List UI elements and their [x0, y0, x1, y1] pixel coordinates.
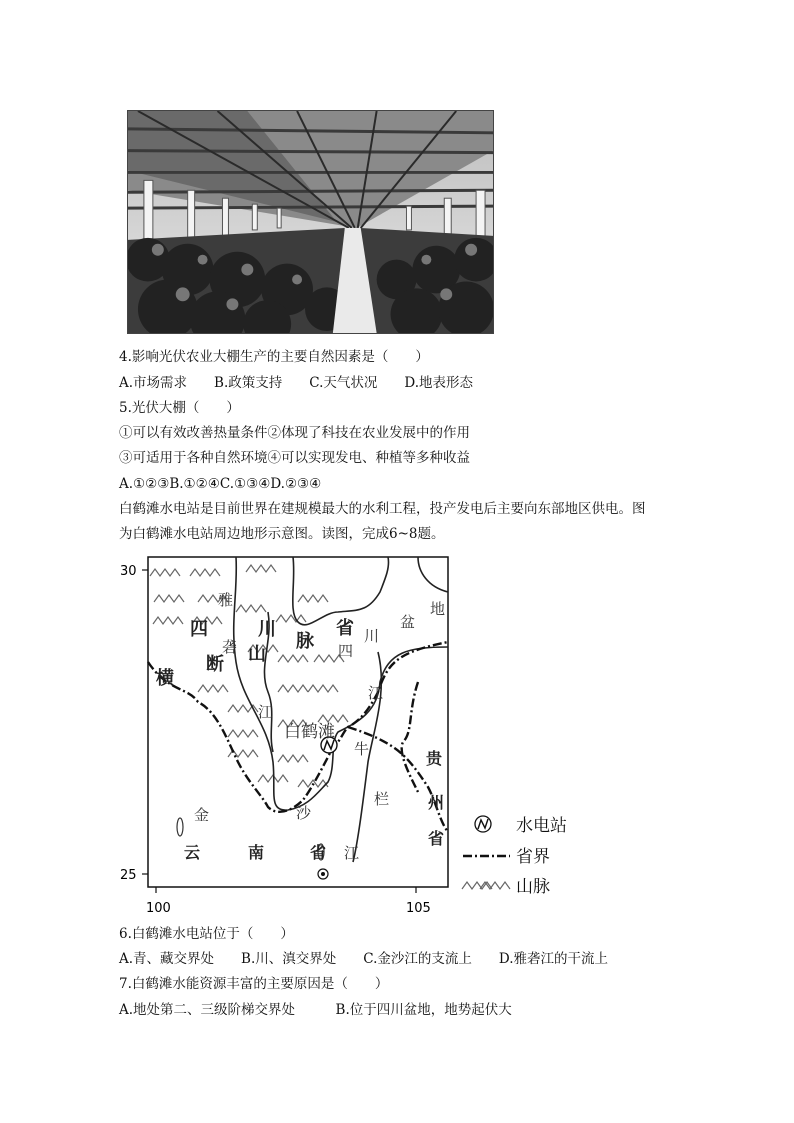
question-6-options: A.青、藏交界处 B.川、滇交界处 C.金沙江的支流上 D.雅砻江的干流上: [119, 951, 609, 967]
label-pen: 盆: [400, 613, 416, 631]
greenhouse-photo: [127, 110, 494, 334]
lon-label-100: 100: [146, 901, 171, 916]
label-yun: 云: [184, 843, 201, 862]
label-sheng-sc: 省: [336, 618, 354, 639]
label-nan: 南: [248, 843, 265, 862]
question-5-statement-2: ③可适用于各种自然环境④可以实现发电、种植等多种收益: [119, 450, 470, 466]
legend-station-icon: [475, 816, 491, 832]
lake-symbol: [177, 818, 183, 836]
label-sha: 沙: [296, 804, 312, 822]
intro-line-1: 白鹤滩水电站是目前世界在建规模最大的水利工程，投产发电后主要向东部地区供电。图: [119, 501, 646, 517]
lat-label-30: 30: [120, 564, 137, 579]
label-baihetan: 白鹤滩: [284, 722, 335, 742]
lat-label-25: 25: [120, 868, 137, 883]
intro-line-2: 为白鹤滩水电站周边地形示意图。读图，完成6~8题。: [119, 526, 445, 542]
label-ya: 雅: [218, 591, 234, 609]
label-sheng-yn: 省: [310, 843, 327, 862]
label-niu: 牛: [354, 740, 370, 758]
question-7-options: A.地处第二、三级阶梯交界处 B.位于四川盆地，地势起伏大: [119, 1002, 512, 1018]
lon-label-105: 105: [406, 901, 431, 916]
label-heng: 横: [156, 668, 174, 689]
label-shan: 山: [248, 644, 266, 665]
label-jin: 金: [194, 806, 210, 824]
question-4-stem: 4.影响光伏农业大棚生产的主要自然因素是（ ）: [119, 349, 429, 365]
map-drawing: [118, 552, 598, 922]
legend-border-label: 省界: [516, 847, 550, 867]
baihetan-map: [118, 552, 598, 922]
question-5-statement-1: ①可以有效改善热量条件②体现了科技在农业发展中的作用: [119, 425, 470, 441]
label-di: 地: [430, 600, 446, 618]
question-4-options: A.市场需求 B.政策支持 C.天气状况 D.地表形态: [119, 375, 474, 391]
question-7-stem: 7.白鹤滩水能资源丰富的主要原因是（ ）: [119, 976, 389, 992]
map-legend: [462, 816, 567, 897]
legend-mountain-icon: [462, 882, 510, 889]
label-zhou: 州: [428, 793, 445, 812]
label-jiang-nl: 江: [344, 844, 360, 862]
legend-station-label: 水电站: [516, 816, 567, 836]
label-lan: 栏: [374, 790, 390, 808]
label-jiang-cj: 江: [368, 684, 384, 702]
legend-mountain-label: 山脉: [516, 877, 550, 897]
label-si: 四: [190, 619, 208, 640]
label-chuan: 川: [258, 619, 276, 640]
label-jiang-yl: 江: [258, 703, 274, 721]
question-6-stem: 6.白鹤滩水电站位于（ ）: [119, 926, 294, 942]
label-sheng-gz: 省: [428, 829, 445, 848]
label-mai: 脉: [296, 631, 314, 652]
question-5-options: A.①②③B.①②④C.①③④D.②③④: [119, 476, 322, 492]
label-chuan-basin: 川: [364, 627, 380, 645]
label-si-basin: 四: [338, 642, 354, 660]
question-5-stem: 5.光伏大棚（ ）: [119, 400, 240, 416]
greenhouse-photo-drawing: [128, 111, 493, 333]
city-symbol: [318, 869, 328, 879]
label-duan: 断: [206, 654, 224, 675]
label-gui: 贵: [426, 749, 443, 768]
label-long: 砻: [222, 638, 238, 656]
